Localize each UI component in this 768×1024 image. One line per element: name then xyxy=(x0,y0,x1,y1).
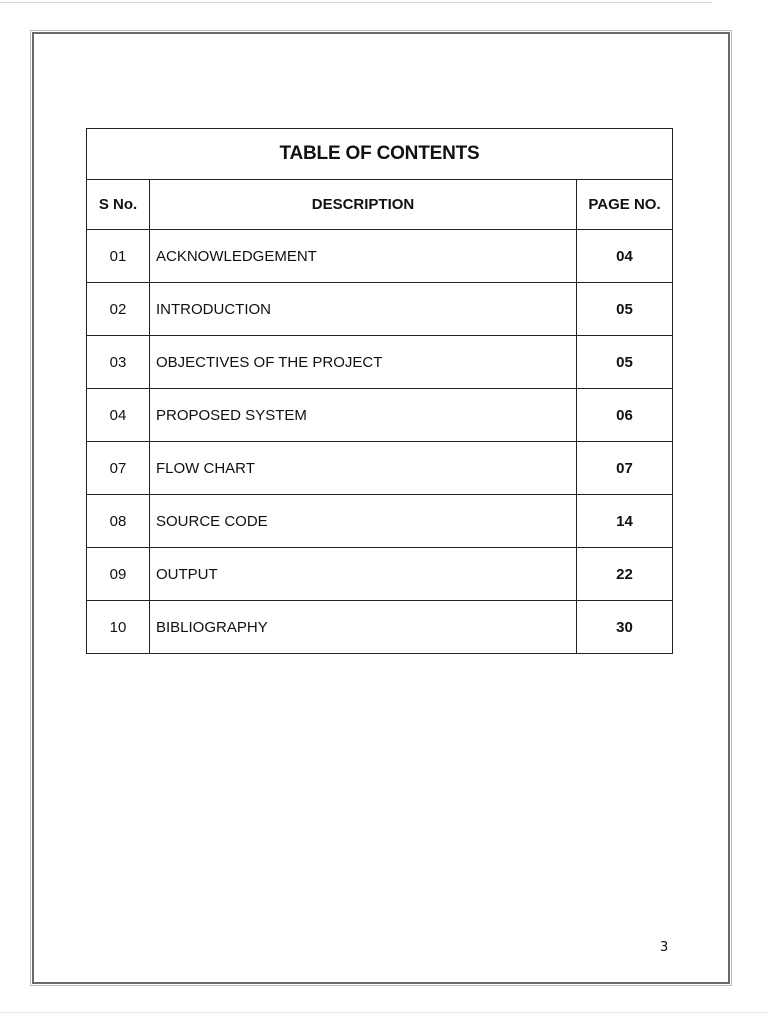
table-row xyxy=(87,389,673,442)
table-of-contents xyxy=(86,128,673,654)
bottom-divider xyxy=(0,1012,768,1013)
row-sno: 09 xyxy=(87,548,150,601)
row-sno: 08 xyxy=(87,495,150,548)
row-sno: 04 xyxy=(87,389,150,442)
row-description: ACKNOWLEDGEMENT xyxy=(150,230,577,283)
table-row xyxy=(87,336,673,389)
table-row xyxy=(87,442,673,495)
row-sno: 01 xyxy=(87,230,150,283)
table-row xyxy=(87,601,673,654)
row-page: 30 xyxy=(577,601,673,654)
row-page: 14 xyxy=(577,495,673,548)
row-description: INTRODUCTION xyxy=(150,283,577,336)
top-divider xyxy=(0,2,712,3)
row-description: FLOW CHART xyxy=(150,442,577,495)
toc-header-row xyxy=(87,180,673,230)
row-description: OBJECTIVES OF THE PROJECT xyxy=(150,336,577,389)
table-row xyxy=(87,283,673,336)
row-page: 04 xyxy=(577,230,673,283)
page-number: 3 xyxy=(660,940,669,955)
header-sno: S No. xyxy=(87,180,150,230)
row-page: 05 xyxy=(577,283,673,336)
row-page: 22 xyxy=(577,548,673,601)
row-description: PROPOSED SYSTEM xyxy=(150,389,577,442)
toc-title: TABLE OF CONTENTS xyxy=(87,129,673,180)
table-row xyxy=(87,230,673,283)
header-description: DESCRIPTION xyxy=(150,180,577,230)
table-row xyxy=(87,495,673,548)
row-page: 06 xyxy=(577,389,673,442)
row-sno: 03 xyxy=(87,336,150,389)
row-sno: 10 xyxy=(87,601,150,654)
row-sno: 07 xyxy=(87,442,150,495)
row-description: OUTPUT xyxy=(150,548,577,601)
row-page: 07 xyxy=(577,442,673,495)
toc-title-row xyxy=(87,129,673,180)
header-page-no: PAGE NO. xyxy=(577,180,673,230)
table-row xyxy=(87,548,673,601)
row-page: 05 xyxy=(577,336,673,389)
row-description: BIBLIOGRAPHY xyxy=(150,601,577,654)
row-sno: 02 xyxy=(87,283,150,336)
row-description: SOURCE CODE xyxy=(150,495,577,548)
